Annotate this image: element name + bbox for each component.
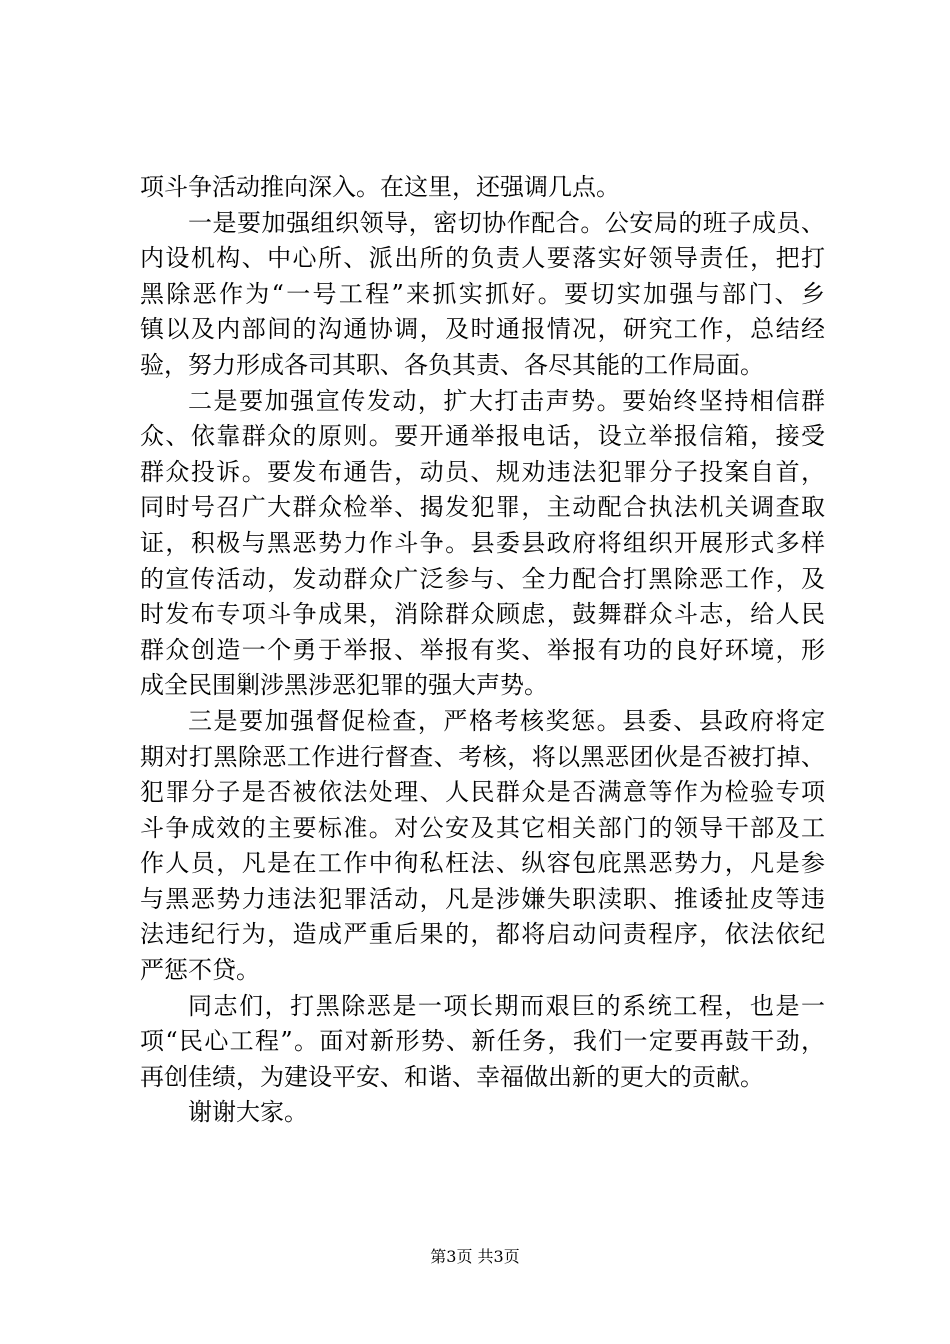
paragraph [140, 1095, 825, 1131]
text-line: 验，努力形成各司其职、各负其责、各尽其能的工作局面。 [140, 350, 764, 379]
text-line: 的宣传活动，发动群众广泛参与、全力配合打黑除恶工作，及 [140, 564, 825, 593]
paragraph [140, 170, 825, 206]
text-line: 再创佳绩，为建设平安、和谐、幸福做出新的更大的贡献。 [140, 1062, 764, 1091]
text-line: 众、依靠群众的原则。要开通举报电话，设立举报信箱，接受 [140, 422, 825, 451]
text-line: 作人员，凡是在工作中徇私枉法、纵容包庇黑恶势力，凡是参 [140, 849, 825, 878]
page-footer: 第3页 共3页 [430, 1247, 520, 1266]
text-line: 三是要加强督促检查，严格考核奖惩。县委、县政府将定 [188, 706, 825, 735]
text-line: 严惩不贷。 [140, 956, 260, 985]
text-line: 法违纪行为，造成严重后果的，都将启动问责程序，依法依纪 [140, 920, 825, 949]
paragraph [140, 206, 825, 384]
paragraph [140, 704, 825, 989]
text-line: 群众创造一个勇于举报、举报有奖、举报有功的良好环境，形 [140, 635, 825, 664]
document-body [140, 170, 825, 1131]
text-line: 斗争成效的主要标准。对公安及其它相关部门的领导干部及工 [140, 813, 825, 842]
paragraph [140, 384, 825, 704]
text-line: 镇以及内部间的沟通协调，及时通报情况，研究工作，总结经 [140, 315, 825, 344]
text-line: 与黑恶势力违法犯罪活动，凡是涉嫌失职渎职、推诿扯皮等违 [140, 884, 825, 913]
text-line: 证，积极与黑恶势力作斗争。县委县政府将组织开展形式多样 [140, 528, 825, 557]
text-line: 犯罪分子是否被依法处理、人民群众是否满意等作为检验专项 [140, 778, 825, 807]
text-line: 谢谢大家。 [188, 1098, 308, 1127]
text-line: 同志们，打黑除恶是一项长期而艰巨的系统工程，也是一 [188, 991, 825, 1020]
text-line: 黑除恶作为“一号工程”来抓实抓好。要切实加强与部门、乡 [140, 279, 825, 308]
text-line: 期对打黑除恶工作进行督查、考核，将以黑恶团伙是否被打掉、 [140, 742, 825, 771]
text-line: 二是要加强宣传发动，扩大打击声势。要始终坚持相信群 [188, 386, 825, 415]
text-line: 一是要加强组织领导，密切协作配合。公安局的班子成员、 [188, 208, 825, 237]
text-line: 项“民心工程”。面对新形势、新任务，我们一定要再鼓干劲， [140, 1027, 825, 1056]
text-line: 项斗争活动推向深入。在这里，还强调几点。 [140, 173, 620, 201]
text-line: 同时号召广大群众检举、揭发犯罪，主动配合执法机关调查取 [140, 493, 825, 522]
paragraph [140, 989, 825, 1096]
text-line: 群众投诉。要发布通告，动员、规劝违法犯罪分子投案自首， [140, 457, 825, 486]
text-line: 时发布专项斗争成果，消除群众顾虑，鼓舞群众斗志，给人民 [140, 600, 825, 629]
text-line: 内设机构、中心所、派出所的负责人要落实好领导责任，把打 [140, 244, 825, 273]
text-line: 成全民围剿涉黑涉恶犯罪的强大声势。 [140, 671, 548, 700]
